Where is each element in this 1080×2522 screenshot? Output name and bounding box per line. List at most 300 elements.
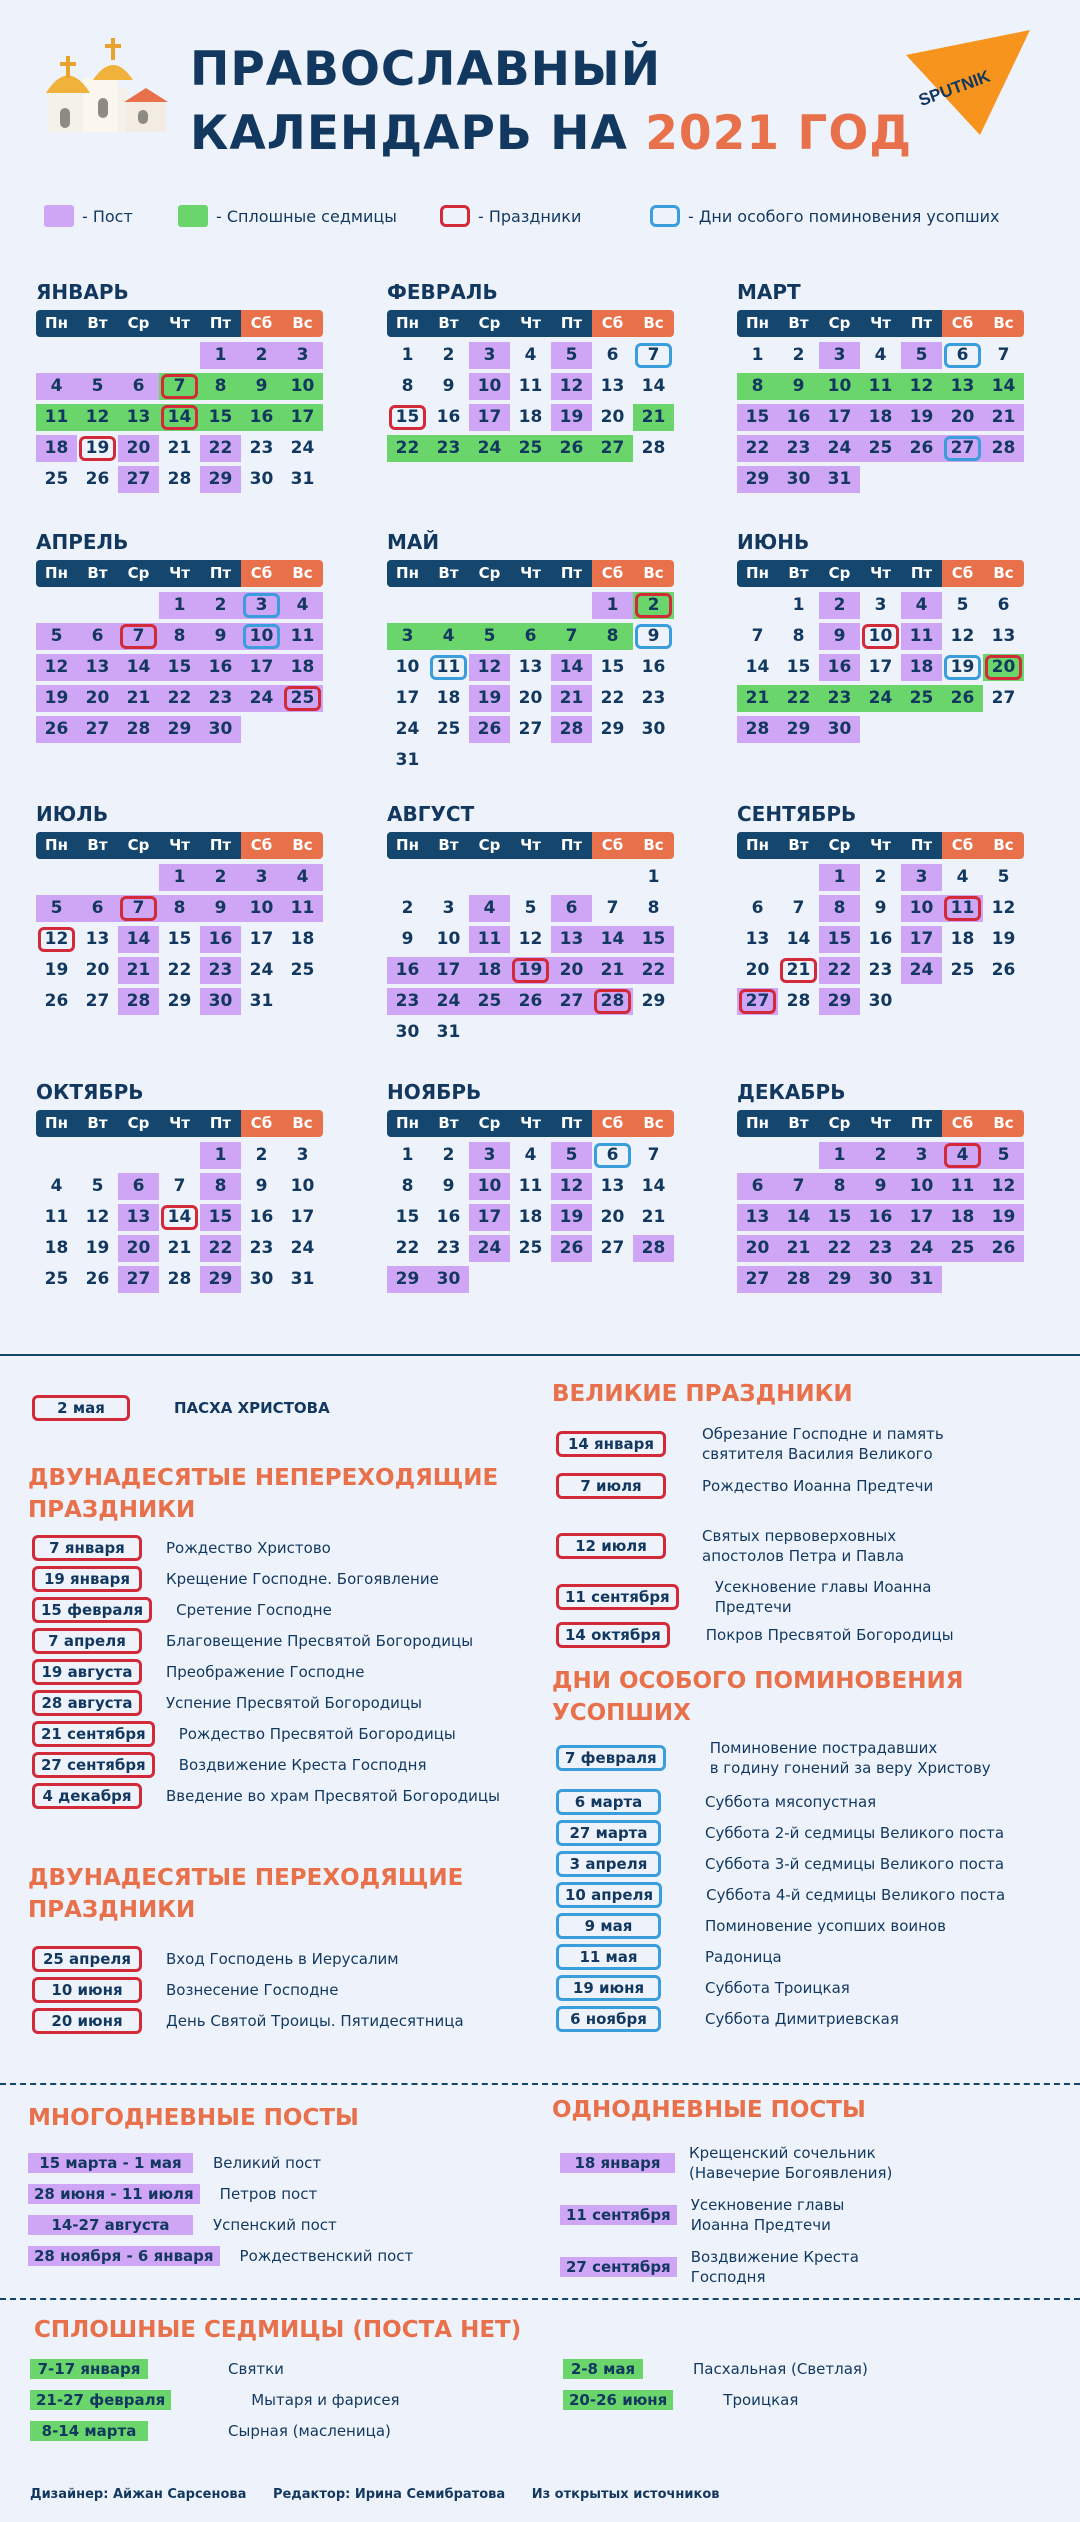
day-cell: 31 xyxy=(290,469,315,489)
day-cell: 14 xyxy=(118,654,159,681)
day-cell: 19 xyxy=(36,685,77,712)
day-cell: 12 xyxy=(85,1207,110,1227)
remembrance-row-date: 27 марта xyxy=(556,1820,661,1846)
day-cell: 5 xyxy=(524,898,537,918)
day-cell: 3 xyxy=(241,592,282,619)
weekday-label: Вт xyxy=(778,1110,819,1137)
weekday-label: Пт xyxy=(901,1110,942,1137)
day-cell: 14 xyxy=(745,657,770,677)
great-feast-row-date: 14 октября xyxy=(556,1622,670,1648)
day-cell: 10 xyxy=(290,1176,315,1196)
day-cell: 21 xyxy=(118,957,159,984)
day-cell: 8 xyxy=(401,1176,414,1196)
multi-fast-row-date: 28 ноября - 6 января xyxy=(28,2246,220,2266)
day-cell: 5 xyxy=(901,342,942,369)
weekday-label: Сб xyxy=(592,1110,633,1137)
day-cell: 18 xyxy=(282,654,323,681)
day-cell: 12 xyxy=(551,373,592,400)
day-cell: 23 xyxy=(778,435,819,462)
weekday-header xyxy=(387,1110,677,1137)
day-cell: 1 xyxy=(647,867,660,887)
day-cell: 8 xyxy=(819,1173,860,1200)
remembrance-title-line1: ДНИ ОСОБОГО ПОМИНОВЕНИЯ xyxy=(552,1668,964,1694)
day-cell: 9 xyxy=(200,895,241,922)
day-cell: 25 xyxy=(518,1238,543,1258)
day-cell: 9 xyxy=(819,623,860,650)
weekday-label: Чт xyxy=(860,560,901,587)
month-2 xyxy=(387,280,677,532)
great-feast-row xyxy=(556,1473,933,1499)
day-cell: 15 xyxy=(387,404,428,431)
weekday-label: Пн xyxy=(36,560,77,587)
month-name: ФЕВРАЛЬ xyxy=(387,280,498,304)
day-cell: 20 xyxy=(737,1235,778,1262)
days-grid xyxy=(36,592,326,782)
day-cell: 1 xyxy=(819,1142,860,1169)
day-cell: 11 xyxy=(44,1207,69,1227)
day-cell: 29 xyxy=(387,1266,428,1293)
weekday-label: Вт xyxy=(778,310,819,337)
day-cell: 24 xyxy=(290,1238,315,1258)
weekday-label: Пт xyxy=(901,310,942,337)
day-cell: 29 xyxy=(200,1266,241,1293)
multi-fast-row-label: Петров пост xyxy=(219,2185,318,2203)
fixed-feast-row xyxy=(32,1721,456,1747)
moving-feast-row xyxy=(32,1946,399,1972)
day-cell: 10 xyxy=(469,1173,510,1200)
fixed-feast-row-label: Воздвижение Креста Господня xyxy=(178,1756,427,1774)
day-cell: 25 xyxy=(282,685,323,712)
weekday-label: Ср xyxy=(819,560,860,587)
day-cell: 9 xyxy=(442,1176,455,1196)
one-day-fast-row-line1: Воздвижение Креста xyxy=(690,2248,859,2266)
great-feast-row-label xyxy=(702,1424,944,1464)
day-cell: 7 xyxy=(633,342,674,369)
day-cell: 4 xyxy=(36,373,77,400)
day-cell: 18 xyxy=(518,407,543,427)
moving-feast-row-label: День Святой Троицы. Пятидесятница xyxy=(166,2012,464,2030)
day-cell: 18 xyxy=(290,929,315,949)
days-grid xyxy=(737,1142,1027,1332)
sputnik-logo xyxy=(900,30,1040,140)
moving-feast-row-date: 25 апреля xyxy=(32,1946,142,1972)
day-cell: 29 xyxy=(778,716,819,743)
day-cell: 6 xyxy=(510,623,551,650)
weekday-label: Сб xyxy=(942,560,983,587)
day-cell: 4 xyxy=(469,895,510,922)
day-cell: 11 xyxy=(942,1173,983,1200)
fixed-feast-row-label: Введение во храм Пресвятой Богородицы xyxy=(166,1787,500,1805)
weekday-label: Сб xyxy=(942,310,983,337)
day-cell: 11 xyxy=(469,926,510,953)
day-cell: 7 xyxy=(118,623,159,650)
day-cell: 27 xyxy=(518,719,543,739)
remembrance-row-line1: Радоница xyxy=(705,1948,782,1966)
day-cell: 16 xyxy=(868,929,893,949)
weekday-label: Вс xyxy=(983,560,1024,587)
fixed-feast-row-label: Преображение Господне xyxy=(166,1663,365,1681)
one-day-fast-row-label xyxy=(689,2143,892,2183)
weekday-label: Ср xyxy=(118,832,159,859)
day-cell: 3 xyxy=(296,1145,309,1165)
day-cell: 10 xyxy=(282,373,323,400)
month-name: АВГУСТ xyxy=(387,802,475,826)
day-cell: 21 xyxy=(633,404,674,431)
fixed-feast-row-date: 21 сентября xyxy=(32,1721,155,1747)
day-cell: 9 xyxy=(633,623,674,650)
day-cell: 1 xyxy=(401,345,414,365)
day-cell: 13 xyxy=(518,657,543,677)
fixed-feast-row xyxy=(32,1535,331,1561)
day-cell: 4 xyxy=(282,592,323,619)
days-grid xyxy=(36,864,326,1054)
legend-fast xyxy=(44,205,133,227)
day-cell: 6 xyxy=(737,1173,778,1200)
day-cell: 23 xyxy=(249,438,274,458)
month-9 xyxy=(737,802,1027,1054)
day-cell: 27 xyxy=(118,1266,159,1293)
day-cell: 17 xyxy=(901,926,942,953)
day-cell: 2 xyxy=(860,1142,901,1169)
weekday-label: Ср xyxy=(469,560,510,587)
day-cell: 5 xyxy=(36,623,77,650)
continuous-week-row xyxy=(30,2421,391,2441)
continuous-week-row-date: 21-27 февраля xyxy=(30,2390,171,2410)
day-cell: 6 xyxy=(942,342,983,369)
day-cell: 2 xyxy=(200,864,241,891)
fixed-feast-row-label: Рождество Пресвятой Богородицы xyxy=(178,1725,456,1743)
month-7 xyxy=(36,802,326,1054)
weekday-label: Вт xyxy=(428,1110,469,1137)
weekday-header xyxy=(737,832,1027,859)
day-cell: 19 xyxy=(77,435,118,462)
great-feast-row xyxy=(556,1424,944,1464)
month-name: МАЙ xyxy=(387,530,440,554)
day-cell: 23 xyxy=(819,685,860,712)
remembrance-row-label xyxy=(710,1738,991,1778)
day-cell: 29 xyxy=(641,991,666,1011)
day-cell: 1 xyxy=(200,1142,241,1169)
day-cell: 27 xyxy=(942,435,983,462)
day-cell: 31 xyxy=(901,1266,942,1293)
day-cell: 11 xyxy=(36,404,77,431)
title-year: 2021 ГОД xyxy=(645,106,913,161)
weekday-label: Пт xyxy=(551,560,592,587)
month-10 xyxy=(36,1080,326,1332)
day-cell: 20 xyxy=(77,685,118,712)
day-cell: 19 xyxy=(942,654,983,681)
day-cell: 18 xyxy=(942,1204,983,1231)
continuous-week-row-label: Пасхальная (Светлая) xyxy=(693,2360,868,2378)
day-cell: 12 xyxy=(518,929,543,949)
title-line1: ПРАВОСЛАВНЫЙ xyxy=(190,42,662,97)
fixed-feast-row-date: 15 февраля xyxy=(32,1597,152,1623)
day-cell: 4 xyxy=(428,623,469,650)
day-cell: 20 xyxy=(518,688,543,708)
easter-label: ПАСХА ХРИСТОВА xyxy=(174,1399,330,1417)
day-cell: 27 xyxy=(991,688,1016,708)
day-cell: 19 xyxy=(469,685,510,712)
day-cell: 13 xyxy=(942,373,983,400)
divider-dashed xyxy=(0,2298,1080,2300)
day-cell: 25 xyxy=(44,469,69,489)
weekday-label: Вт xyxy=(77,832,118,859)
month-name: НОЯБРЬ xyxy=(387,1080,482,1104)
weekday-label: Чт xyxy=(159,832,200,859)
day-cell: 22 xyxy=(600,688,625,708)
day-cell: 26 xyxy=(44,991,69,1011)
legend-continuous-swatch xyxy=(178,205,208,227)
day-cell: 10 xyxy=(469,373,510,400)
day-cell: 19 xyxy=(983,1204,1024,1231)
day-cell: 2 xyxy=(792,345,805,365)
day-cell: 2 xyxy=(633,592,674,619)
day-cell: 14 xyxy=(159,1204,200,1231)
day-cell: 22 xyxy=(778,685,819,712)
day-cell: 4 xyxy=(282,864,323,891)
weekday-label: Чт xyxy=(159,1110,200,1137)
day-cell: 18 xyxy=(901,654,942,681)
day-cell: 5 xyxy=(551,1142,592,1169)
day-cell: 22 xyxy=(387,435,428,462)
one-day-fast-row xyxy=(560,2247,859,2287)
day-cell: 8 xyxy=(159,895,200,922)
day-cell: 30 xyxy=(868,991,893,1011)
day-cell: 13 xyxy=(85,929,110,949)
day-cell: 4 xyxy=(50,1176,63,1196)
day-cell: 12 xyxy=(36,926,77,953)
day-cell: 14 xyxy=(118,926,159,953)
weekday-label: Ср xyxy=(118,560,159,587)
days-grid xyxy=(36,1142,326,1332)
day-cell: 15 xyxy=(395,1207,420,1227)
page-title xyxy=(190,38,912,166)
weekday-label: Пн xyxy=(737,1110,778,1137)
continuous-week-row xyxy=(30,2359,284,2379)
remembrance-title xyxy=(552,1665,963,1729)
one-day-fast-row xyxy=(560,2143,892,2183)
day-cell: 7 xyxy=(792,898,805,918)
day-cell: 5 xyxy=(77,373,118,400)
continuous-week-row-label: Сырная (масленица) xyxy=(228,2422,391,2440)
weekday-label: Ср xyxy=(469,1110,510,1137)
day-cell: 28 xyxy=(167,469,192,489)
day-cell: 3 xyxy=(442,898,455,918)
day-cell: 20 xyxy=(85,960,110,980)
fixed-feast-row xyxy=(32,1597,332,1623)
day-cell: 1 xyxy=(159,864,200,891)
day-cell: 26 xyxy=(983,1235,1024,1262)
day-cell: 21 xyxy=(167,1238,192,1258)
day-cell: 11 xyxy=(860,373,901,400)
moving-feast-row xyxy=(32,2008,464,2034)
legend-holidays-label: - Праздники xyxy=(478,206,582,226)
continuous-weeks-title: СПЛОШНЫЕ СЕДМИЦЫ (ПОСТА НЕТ) xyxy=(34,2317,522,2343)
day-cell: 7 xyxy=(118,895,159,922)
day-cell: 17 xyxy=(469,404,510,431)
days-grid xyxy=(737,592,1027,782)
day-cell: 24 xyxy=(901,957,942,984)
weekday-label: Вт xyxy=(77,560,118,587)
remembrance-row-line1: Суббота Троицкая xyxy=(705,1979,850,1997)
day-cell: 2 xyxy=(241,342,282,369)
weekday-label: Пт xyxy=(200,310,241,337)
month-name: ДЕКАБРЬ xyxy=(737,1080,846,1104)
day-cell: 16 xyxy=(249,1207,274,1227)
day-cell: 23 xyxy=(428,435,469,462)
day-cell: 25 xyxy=(942,1235,983,1262)
one-day-fast-row xyxy=(560,2195,844,2235)
day-cell: 24 xyxy=(819,435,860,462)
moving-feast-row-label: Вознесение Господне xyxy=(166,1981,339,1999)
weekday-label: Сб xyxy=(592,310,633,337)
day-cell: 30 xyxy=(200,988,241,1015)
day-cell: 10 xyxy=(436,929,461,949)
remembrance-row-date: 9 мая xyxy=(556,1913,661,1939)
month-4 xyxy=(36,530,326,782)
day-cell: 5 xyxy=(91,1176,104,1196)
moving-feast-row-date: 10 июня xyxy=(32,1977,142,2003)
weekday-label: Пн xyxy=(387,310,428,337)
day-cell: 9 xyxy=(241,373,282,400)
day-cell: 9 xyxy=(255,1176,268,1196)
days-grid xyxy=(387,1142,677,1332)
fixed-feasts-title-line2: ПРАЗДНИКИ xyxy=(28,1497,196,1523)
month-1 xyxy=(36,280,326,532)
great-feast-row xyxy=(556,1577,932,1617)
day-cell: 6 xyxy=(606,345,619,365)
day-cell: 28 xyxy=(551,716,592,743)
remembrance-row-line1: Суббота 4-й седмицы Великого поста xyxy=(706,1886,1006,1904)
day-cell: 14 xyxy=(786,929,811,949)
weekday-label: Сб xyxy=(942,1110,983,1137)
day-cell: 20 xyxy=(551,957,592,984)
day-cell: 19 xyxy=(991,929,1016,949)
day-cell: 29 xyxy=(737,466,778,493)
weekday-label: Пт xyxy=(551,1110,592,1137)
remembrance-row-label xyxy=(705,1854,1004,1874)
day-cell: 6 xyxy=(77,623,118,650)
day-cell: 3 xyxy=(819,342,860,369)
fixed-feast-row-label: Крещение Господне. Богоявление xyxy=(166,1570,439,1588)
day-cell: 10 xyxy=(395,657,420,677)
day-cell: 2 xyxy=(442,345,455,365)
day-cell: 16 xyxy=(387,957,428,984)
weekday-label: Сб xyxy=(241,310,282,337)
day-cell: 3 xyxy=(282,342,323,369)
day-cell: 6 xyxy=(551,895,592,922)
great-feast-row-label xyxy=(715,1577,932,1617)
weekday-label: Пн xyxy=(737,310,778,337)
day-cell: 17 xyxy=(901,1204,942,1231)
day-cell: 17 xyxy=(290,1207,315,1227)
multi-fasts-title: МНОГОДНЕВНЫЕ ПОСТЫ xyxy=(28,2105,359,2131)
weekday-header xyxy=(36,560,326,587)
day-cell: 24 xyxy=(469,1235,510,1262)
day-cell: 19 xyxy=(551,1204,592,1231)
day-cell: 17 xyxy=(469,1204,510,1231)
great-feast-row-date: 14 января xyxy=(556,1431,666,1457)
weekday-label: Ср xyxy=(469,832,510,859)
day-cell: 20 xyxy=(983,654,1024,681)
remembrance-row-label xyxy=(705,1916,946,1936)
day-cell: 17 xyxy=(819,404,860,431)
day-cell: 1 xyxy=(592,592,633,619)
day-cell: 14 xyxy=(592,926,633,953)
remembrance-row-line1: Суббота мясопустная xyxy=(705,1793,877,1811)
day-cell: 11 xyxy=(282,623,323,650)
weekday-label: Вс xyxy=(282,832,323,859)
remembrance-row-date: 19 июня xyxy=(556,1975,661,2001)
month-name: ОКТЯБРЬ xyxy=(36,1080,144,1104)
day-cell: 6 xyxy=(118,373,159,400)
day-cell: 6 xyxy=(118,1173,159,1200)
remembrance-row xyxy=(556,1851,1004,1877)
weekday-label: Ср xyxy=(819,832,860,859)
moving-feast-row-date: 20 июня xyxy=(32,2008,142,2034)
month-name: ЯНВАРЬ xyxy=(36,280,129,304)
day-cell: 20 xyxy=(600,1207,625,1227)
day-cell: 15 xyxy=(819,1204,860,1231)
day-cell: 30 xyxy=(641,719,666,739)
day-cell: 4 xyxy=(956,867,969,887)
day-cell: 1 xyxy=(200,342,241,369)
day-cell: 6 xyxy=(997,595,1010,615)
month-11 xyxy=(387,1080,677,1332)
day-cell: 14 xyxy=(551,654,592,681)
weekday-label: Пн xyxy=(36,832,77,859)
weekday-label: Вс xyxy=(633,310,674,337)
day-cell: 18 xyxy=(36,435,77,462)
day-cell: 27 xyxy=(77,716,118,743)
fixed-feast-row xyxy=(32,1659,364,1685)
day-cell: 7 xyxy=(173,1176,186,1196)
day-cell: 22 xyxy=(200,435,241,462)
weekday-header xyxy=(387,310,677,337)
legend-remembrance xyxy=(650,205,999,227)
day-cell: 10 xyxy=(860,623,901,650)
day-cell: 8 xyxy=(647,898,660,918)
remembrance-row-label xyxy=(705,1947,782,1967)
day-cell: 20 xyxy=(118,1235,159,1262)
multi-fast-row xyxy=(28,2246,413,2266)
day-cell: 25 xyxy=(436,719,461,739)
weekday-label: Пн xyxy=(737,560,778,587)
moving-feasts-title xyxy=(28,1862,463,1926)
day-cell: 13 xyxy=(991,626,1016,646)
day-cell: 23 xyxy=(641,688,666,708)
day-cell: 6 xyxy=(77,895,118,922)
day-cell: 7 xyxy=(751,626,764,646)
fixed-feast-row-date: 7 апреля xyxy=(32,1628,142,1654)
day-cell: 26 xyxy=(991,960,1016,980)
one-day-fast-row-date: 27 сентября xyxy=(560,2257,677,2277)
weekday-label: Сб xyxy=(241,560,282,587)
multi-fast-row-date: 15 марта - 1 мая xyxy=(28,2153,193,2173)
day-cell: 20 xyxy=(600,407,625,427)
day-cell: 2 xyxy=(255,1145,268,1165)
great-feast-row-label xyxy=(702,1476,933,1496)
weekday-label: Ср xyxy=(469,310,510,337)
weekday-label: Ср xyxy=(819,310,860,337)
day-cell: 3 xyxy=(469,1142,510,1169)
day-cell: 5 xyxy=(469,623,510,650)
multi-fast-row xyxy=(28,2184,317,2204)
great-feast-row-line1: Усекновение главы Иоанна xyxy=(714,1578,932,1596)
remembrance-row-date: 10 апреля xyxy=(556,1882,662,1908)
days-grid xyxy=(737,342,1027,532)
remembrance-title-line2: УСОПШИХ xyxy=(552,1700,691,1726)
